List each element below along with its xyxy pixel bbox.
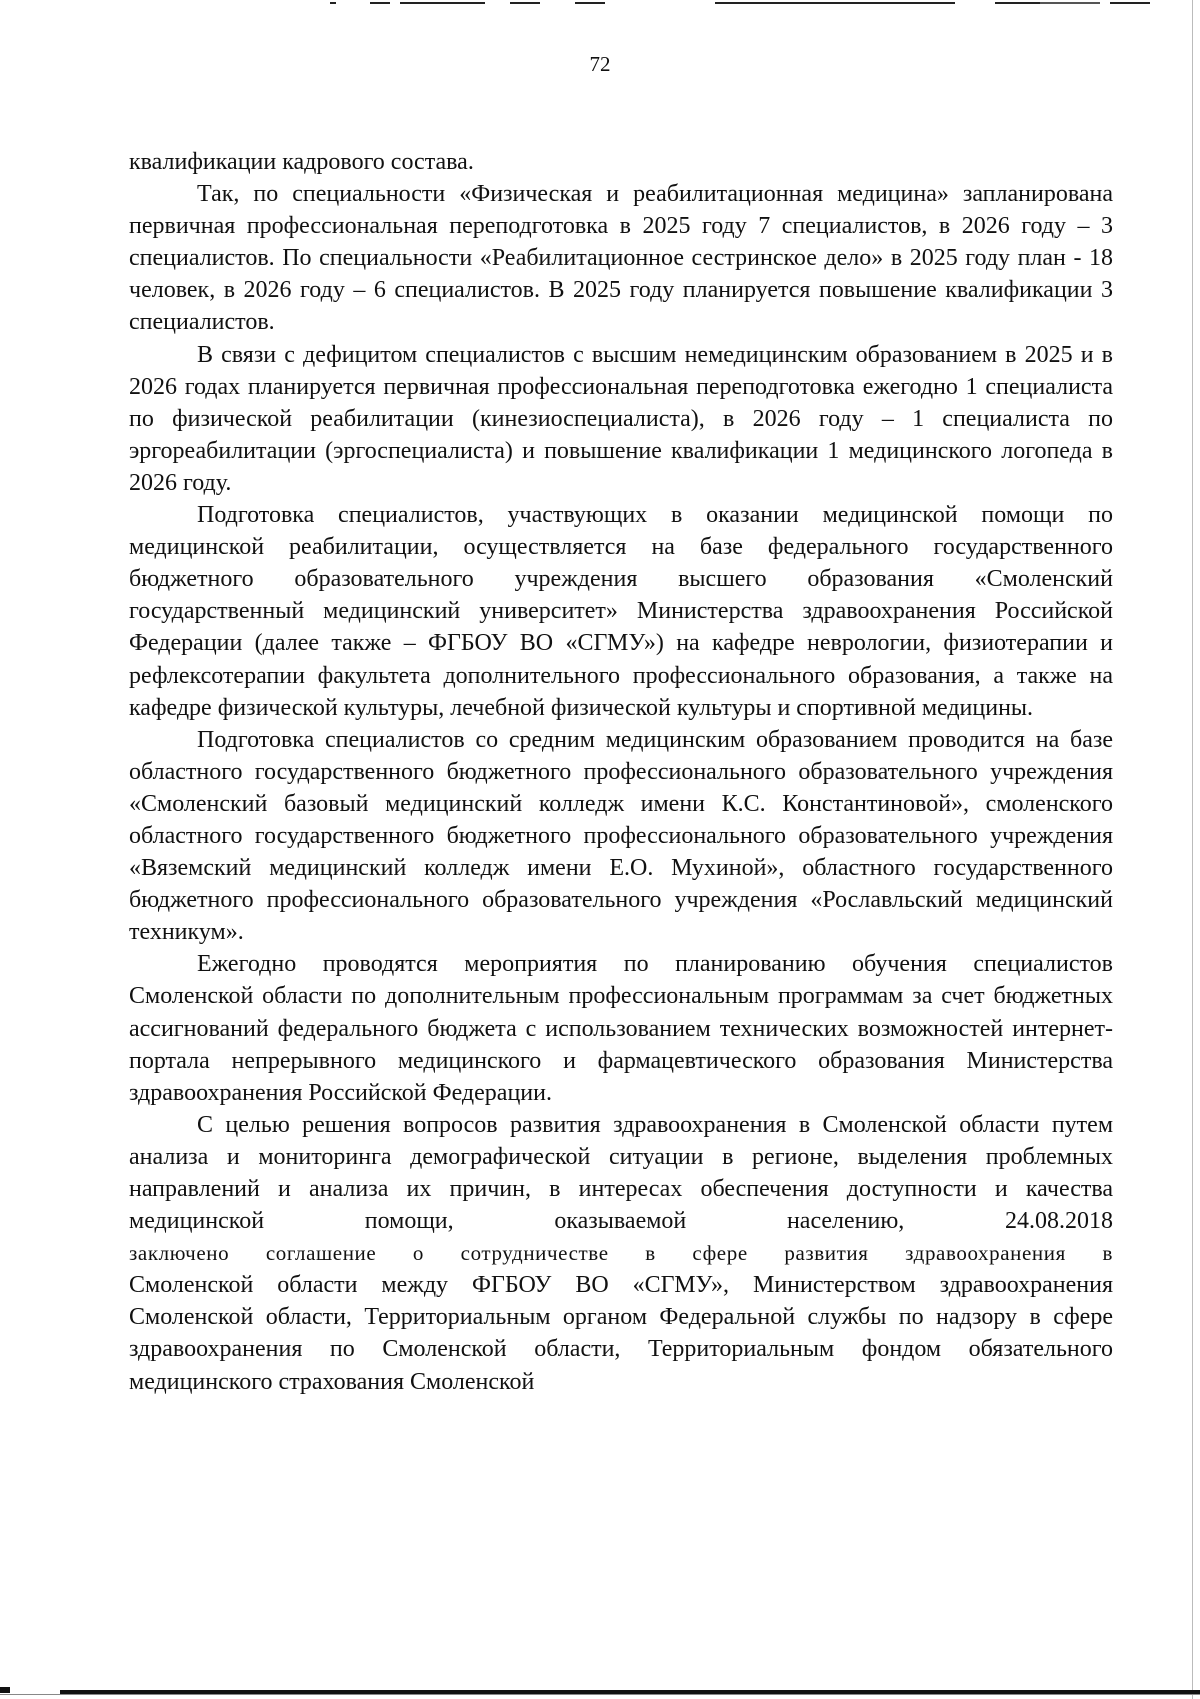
paragraph-training-sgmu: Подготовка специалистов, участвующих в оказании медицинской помощи по медицинской реабилитации, осуществляется на базе федерального государственного бюджетного образовательного учреждения высшего образования «Смоленский государственный медицинский университет» Министерства здравоохранения Российской Федерации (далее также – ФГБОУ ВО «СГМУ») на кафедре неврологии, физиотерапии и рефлексотерапии факультета дополнительного профессионального образования, а также на кафедре физической культуры, лечебной физической культуры и спортивной медицины. [129,502,1113,721]
paragraph-annual-planning: Ежегодно проводятся мероприятия по планированию обучения специалистов Смоленской области по дополнительным профессиональным программам за счет бюджетных ассигнований федерального бюджета с использованием технических возможностей интернет-портала непрерывного медицинского и фармацевтического образования Министерства здравоохранения Российской Федерации. [129,951,1113,1106]
document-body [129,146,1113,1398]
paragraph-retraining-plan: Так, по специальности «Физическая и реабилитационная медицина» запланирована первичная профессиональная переподготовка в 2025 году 7 специалистов, в 2026 году – 3 специалистов. По специальности «Реабилитационное сестринское дело» в 2025 году план - 18 человек, в 2026 году – 6 специалистов. В 2025 году планируется повышение квалификации 3 специалистов. [129,181,1113,336]
scan-right-edge [1192,0,1193,1699]
scan-top-edge [0,0,1200,6]
paragraph-secondary-medical-education: Подготовка специалистов со средним медицинским образованием проводится на базе областного государственного бюджетного профессионального образовательного учреждения «Смоленский базовый медицинский колледж имени К.С. Константиновой», смоленского областного государственного бюджетного профессионального образовательного учреждения «Вяземский медицинский колледж имени Е.О. Мухиной», областного государственного бюджетного профессионального образовательного учреждения «Рославльский медицинский техникум». [129,726,1113,946]
paragraph-cooperation-agreement-part1: С целью решения вопросов развития здравоохранения в Смоленской области путем анализа и мониторинга демографической ситуации в регионе, выделения проблемных направлений и анализа их причин, в интересах обеспечения доступности и качества медицинской помощи, оказываемой населению, 24.08.2018 [129,1111,1113,1235]
paragraph-non-medical-specialists: В связи с дефицитом специалистов с высшим немедицинским образованием в 2025 и в 2026 годах планируется первичная профессиональная переподготовка ежегодно 1 специалиста по физической реабилитации (кинезиоспециалиста), в 2026 году – 1 специалиста по эргореабилитации (эргоспециалиста) и повышение квалификации 1 медицинского логопеда в 2026 году. [129,341,1113,496]
paragraph-cooperation-agreement-part2: заключено соглашение о сотрудничестве в сфере развития здравоохранения в [129,1241,1113,1266]
paragraph-continuation: квалификации кадрового состава. [129,149,474,175]
page-number: 72 [589,52,611,76]
paragraph-cooperation-agreement-part3: Смоленской области между ФГБОУ ВО «СГМУ», Министерством здравоохранения Смоленской области, Территориальным органом Федеральной службы по надзору в сфере здравоохранения по Смоленской области, Территориальным фондом обязательного медицинского страхования Смоленской [129,1272,1113,1395]
